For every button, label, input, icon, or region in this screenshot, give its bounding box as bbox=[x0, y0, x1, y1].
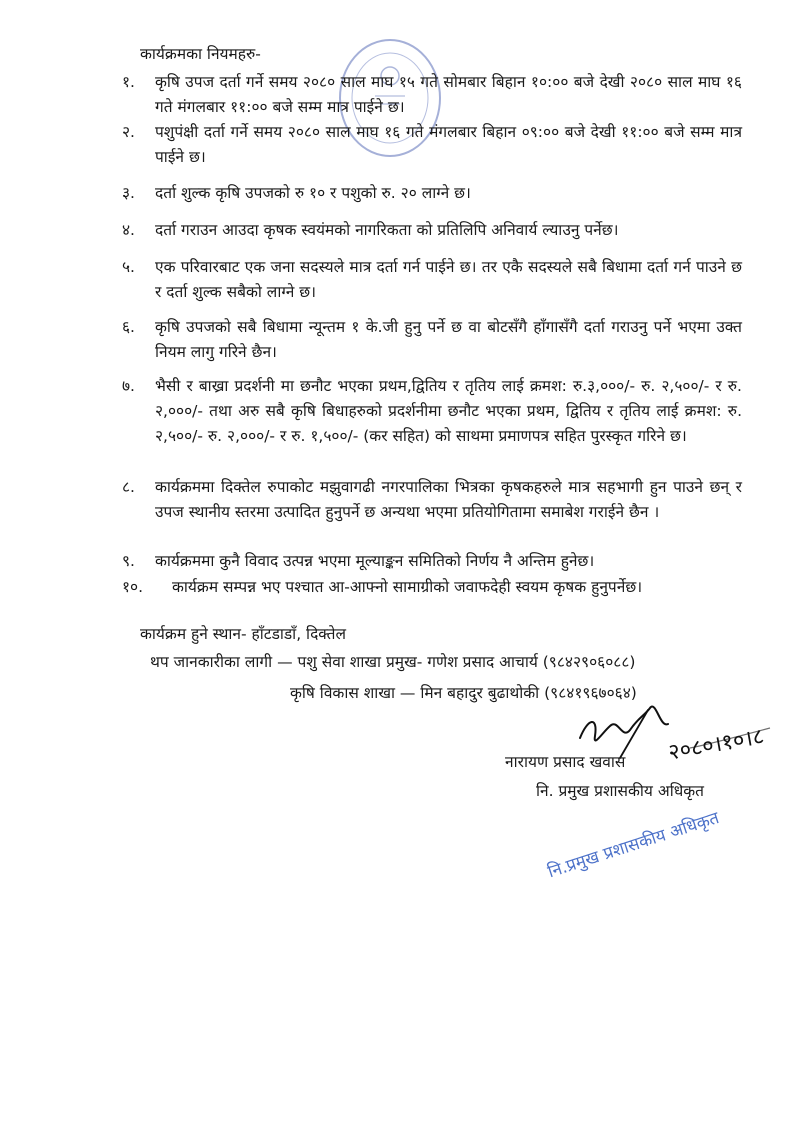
handwritten-date: २०८०।१०।८ bbox=[666, 724, 767, 766]
rule-number: ८. bbox=[122, 478, 135, 496]
rule-6 bbox=[122, 315, 742, 365]
official-stamp: नि.प्रमुख प्रशासकीय अधिकृत bbox=[545, 808, 722, 883]
rule-1 bbox=[122, 70, 742, 120]
rule-number: १०. bbox=[122, 578, 144, 596]
rule-text: कृषि उपजको सबै बिधामा न्यून्तम १ के.जी हुनु पर्ने छ वा बोटसँगै हाँगासँगै दर्ता गराउनु पर्ने भएमा उक्त नियम लागु गरिने छैन। bbox=[155, 318, 742, 361]
rule-7 bbox=[122, 374, 742, 449]
rule-text: एक परिवारबाट एक जना सदस्यले मात्र दर्ता गर्न पाईने छ। तर एकै सदस्यले सबै बिधामा दर्ता गर्न पाउने छ र दर्ता शुल्क सबैको लाग्ने छ। bbox=[155, 258, 742, 301]
signatory-name: नारायण प्रसाद खवास bbox=[505, 753, 626, 771]
rule-number: ४. bbox=[122, 221, 135, 239]
contact-secondary: कृषि विकास शाखा — मिन बहादुर बुढाथोकी (९८४१९६७०६४) bbox=[290, 684, 637, 702]
rule-number: ५. bbox=[122, 258, 135, 276]
rule-text: कार्यक्रम सम्पन्न भए पश्चात आ-आफ्नो सामाग्रीको जवाफदेही स्वयम कृषक हुनुपर्नेछ। bbox=[172, 578, 643, 596]
rule-text: कार्यक्रममा कुनै विवाद उत्पन्न भएमा मूल्याङ्कन समितिको निर्णय नै अन्तिम हुनेछ। bbox=[155, 552, 595, 570]
program-venue: कार्यक्रम हुने स्थान- हाँटडाडाँ, दिक्तेल bbox=[140, 625, 346, 643]
rule-5 bbox=[122, 255, 742, 305]
rule-10 bbox=[122, 575, 742, 600]
rule-text: भैसी र बाख्रा प्रदर्शनी मा छनौट भएका प्रथम,द्वितिय र तृतिय लाई क्रमश: रु.३,०००/- रु. २,५००/- र रु. २,०००/- तथा अरु सबै कृषि बिधाहरुको प्रदर्शनीमा छनौट भएका प्रथम, द्वितिय र तृतिय लाई क्रमश: रु. २,५००/- रु. २,०००/- र रु. १,५००/- (कर सहित) को साथमा प्रमाणपत्र सहित पुरस्कृत गरिने छ। bbox=[155, 377, 742, 445]
rule-number: ९. bbox=[122, 552, 135, 570]
rule-text: दर्ता गराउन आउदा कृषक स्वयंमको नागरिकता को प्रतिलिपि अनिवार्य ल्याउनु पर्नेछ। bbox=[155, 221, 619, 239]
rule-text: कार्यक्रममा दिक्तेल रुपाकोट मझुवागढी नगरपालिका भित्रका कृषकहरुले मात्र सहभागी हुन पाउने छन् र उपज स्थानीय स्तरमा उत्पादित हुनुपर्ने छ अन्यथा भएमा प्रतियोगितामा समाबेश गराईने छैन । bbox=[155, 478, 742, 521]
rule-4 bbox=[122, 218, 742, 243]
rule-text: कृषि उपज दर्ता गर्ने समय २०८० साल माघ १५ गते सोमबार बिहान १०:०० बजे देखी २०८० साल माघ १६ गते मंगलबार ११:०० बजे सम्म मात्र पाईने छ। bbox=[155, 73, 742, 116]
rule-2 bbox=[122, 120, 742, 170]
rule-number: १. bbox=[122, 73, 135, 91]
rule-number: २. bbox=[122, 123, 135, 141]
rule-text: दर्ता शुल्क कृषि उपजको रु १० र पशुको रु. २० लाग्ने छ। bbox=[155, 184, 471, 202]
rules-heading: कार्यक्रमका नियमहरु- bbox=[140, 45, 261, 63]
rule-8 bbox=[122, 475, 742, 525]
rule-number: ७. bbox=[122, 377, 135, 395]
rule-9 bbox=[122, 549, 742, 574]
rule-text: पशुपंक्षी दर्ता गर्ने समय २०८० साल माघ १६ गते मंगलबार बिहान ०९:०० बजे देखी ११:०० बजे सम्म मात्र पाईने छ। bbox=[155, 123, 742, 166]
rule-number: ६. bbox=[122, 318, 135, 336]
signatory-title: नि. प्रमुख प्रशासकीय अधिकृत bbox=[536, 782, 704, 800]
rule-3 bbox=[122, 181, 742, 206]
contact-primary: थप जानकारीका लागी — पशु सेवा शाखा प्रमुख- गणेश प्रसाद आचार्य (९८४२९०६०८८) bbox=[150, 653, 636, 671]
rule-number: ३. bbox=[122, 184, 135, 202]
